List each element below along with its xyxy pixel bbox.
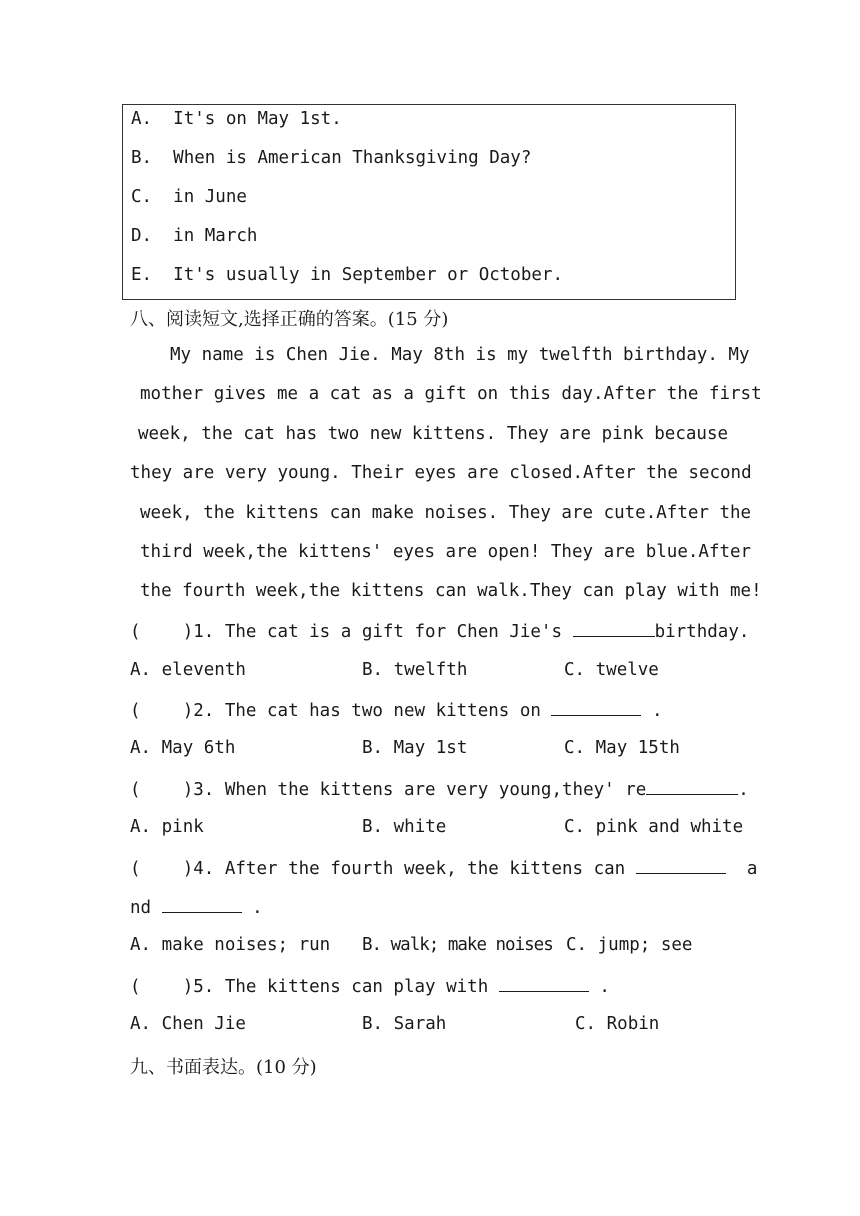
choice-text: twelve <box>595 660 659 680</box>
option-c <box>131 187 247 207</box>
choice-a <box>130 1014 246 1034</box>
option-letter: D. <box>131 226 153 246</box>
option-b <box>131 148 531 168</box>
question-5 <box>130 975 610 997</box>
choice-text: jump; see <box>597 935 693 955</box>
choice-b <box>362 738 467 758</box>
question-stem: The cat is a gift for Chen Jie's <box>224 622 563 642</box>
question-number: )4. <box>182 859 215 879</box>
question-number: )1. <box>182 622 215 642</box>
choice-letter: B. <box>362 817 384 837</box>
choice-letter: A. <box>130 1014 152 1034</box>
option-a <box>131 109 342 129</box>
answer-paren-open: ( <box>130 859 141 879</box>
question-stem-end: . <box>252 898 263 918</box>
choice-text: white <box>393 817 447 837</box>
answer-paren-open: ( <box>130 780 141 800</box>
passage-line: My name is Chen Jie. May 8th is my twelfth birthday. My <box>170 345 750 365</box>
question-3 <box>130 778 749 800</box>
choice-letter: A. <box>130 935 152 955</box>
passage-line: mother gives me a cat as a gift on this day.After the first <box>140 384 762 404</box>
answer-blank[interactable] <box>499 975 589 992</box>
choice-text: Chen Jie <box>161 1014 246 1034</box>
option-letter: E. <box>131 265 153 285</box>
option-letter: C. <box>131 187 153 207</box>
choice-c <box>575 1014 659 1034</box>
choice-c <box>566 935 692 955</box>
option-text: in March <box>173 226 258 246</box>
question-stem: After the fourth week, the kittens can <box>224 859 626 879</box>
choice-letter: C. <box>566 935 588 955</box>
option-text: When is American Thanksgiving Day? <box>173 148 532 168</box>
choice-text: twelfth <box>393 660 468 680</box>
choice-letter: A. <box>130 817 152 837</box>
choice-text: pink and white <box>595 817 744 837</box>
choice-a <box>130 738 235 758</box>
question-2 <box>130 699 663 721</box>
answer-paren-open: ( <box>130 977 141 997</box>
question-stem-end: . <box>738 780 749 800</box>
choice-text: pink <box>161 817 204 837</box>
choice-letter: B. <box>362 935 382 955</box>
choice-text: make noises; run <box>161 935 331 955</box>
question-4 <box>130 857 757 879</box>
answer-blank[interactable] <box>551 699 641 716</box>
question-stem: The kittens can play with <box>224 977 489 997</box>
option-text: in June <box>173 187 247 207</box>
choice-letter: A. <box>130 738 152 758</box>
choice-a <box>130 935 330 955</box>
option-text: It's on May 1st. <box>173 109 342 129</box>
section-8-heading: 八、阅读短文,选择正确的答案。(15 分) <box>130 309 449 330</box>
answer-paren-open: ( <box>130 701 141 721</box>
answer-blank[interactable] <box>573 620 655 637</box>
option-text: It's usually in September or October. <box>173 265 563 285</box>
answer-blank[interactable] <box>636 857 726 874</box>
choice-letter: B. <box>362 1014 384 1034</box>
choice-text: May 6th <box>161 738 236 758</box>
option-letter: A. <box>131 109 153 129</box>
question-stem: When the kittens are very young,they' re <box>224 780 647 800</box>
question-number: )3. <box>182 780 215 800</box>
question-stem-end: . <box>599 977 610 997</box>
passage-line: week, the kittens can make noises. They are cute.After the <box>140 503 752 523</box>
option-letter: B. <box>131 148 153 168</box>
question-stem-end: . <box>652 701 663 721</box>
choice-c <box>564 738 680 758</box>
question-1 <box>130 620 749 642</box>
answer-paren-open: ( <box>130 622 141 642</box>
question-number: )2. <box>182 701 215 721</box>
passage-line: they are very young. Their eyes are closed.After the second <box>130 463 752 483</box>
choice-b <box>362 935 553 955</box>
question-4-continued <box>130 896 263 918</box>
choice-b <box>362 660 467 680</box>
option-d <box>131 226 257 246</box>
choice-letter: B. <box>362 660 384 680</box>
option-e <box>131 265 563 285</box>
choice-letter: C. <box>564 738 586 758</box>
question-stem: The cat has two new kittens on <box>224 701 541 721</box>
choice-b <box>362 817 446 837</box>
choice-a <box>130 660 246 680</box>
choice-text: walk; make noises <box>390 935 553 955</box>
choice-letter: C. <box>575 1014 597 1034</box>
choice-a <box>130 817 204 837</box>
passage-line: week, the cat has two new kittens. They are pink because <box>138 424 729 444</box>
choice-letter: C. <box>564 817 586 837</box>
choice-text: May 1st <box>393 738 468 758</box>
choice-c <box>564 660 659 680</box>
section-9-heading: 九、书面表达。(10 分) <box>130 1057 317 1078</box>
question-number: )5. <box>182 977 215 997</box>
answer-blank[interactable] <box>646 778 738 795</box>
choice-b <box>362 1014 446 1034</box>
choice-letter: C. <box>564 660 586 680</box>
choice-text: May 15th <box>595 738 680 758</box>
choice-letter: A. <box>130 660 152 680</box>
passage-line: the fourth week,the kittens can walk.They can play with me! <box>140 581 762 601</box>
choice-c <box>564 817 743 837</box>
answer-blank[interactable] <box>162 896 242 913</box>
options-box <box>122 104 736 300</box>
question-stem-wrap: a <box>746 859 758 879</box>
passage-line: third week,the kittens' eyes are open! They are blue.After <box>140 542 752 562</box>
question-stem-wrap: nd <box>130 898 152 918</box>
choice-letter: B. <box>362 738 384 758</box>
choice-text: Sarah <box>393 1014 447 1034</box>
choice-text: eleventh <box>161 660 246 680</box>
question-stem-end: birthday. <box>654 622 750 642</box>
choice-text: Robin <box>606 1014 660 1034</box>
